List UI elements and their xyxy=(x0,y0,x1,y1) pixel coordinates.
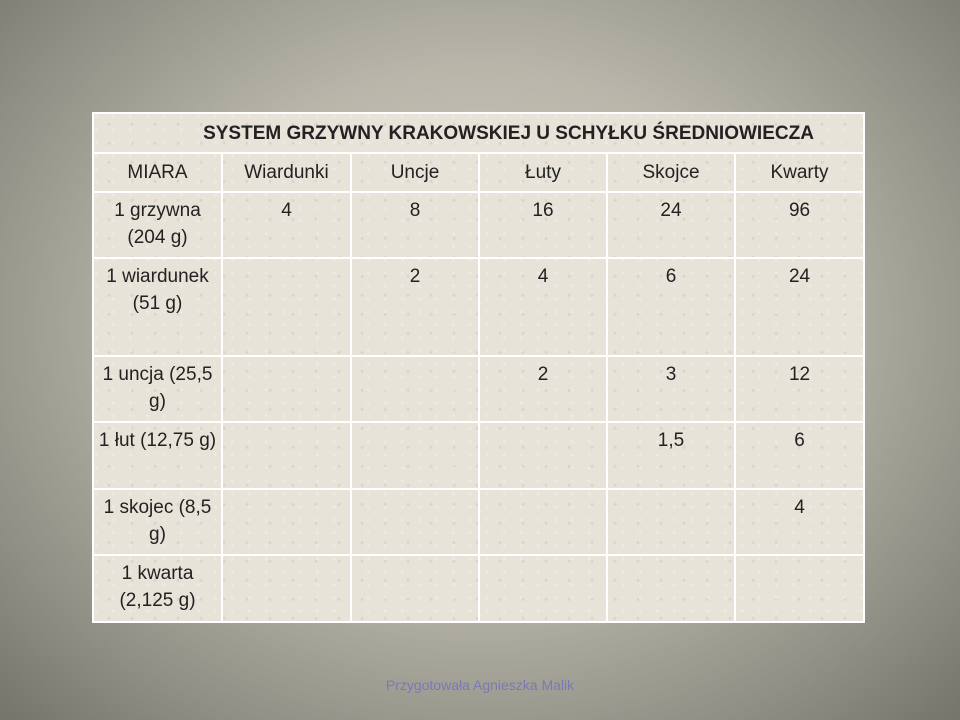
row-label-lut: 1 łut (12,75 g) xyxy=(93,422,222,489)
table-cell xyxy=(351,422,479,489)
table-cell xyxy=(479,422,607,489)
table-cell: 3 xyxy=(607,356,735,423)
header-luty: Łuty xyxy=(479,153,607,191)
table-row xyxy=(93,489,864,556)
table-cell: 2 xyxy=(479,356,607,423)
table-title: SYSTEM GRZYWNY KRAKOWSKIEJ U SCHYŁKU ŚREDNIOWIECZA xyxy=(93,113,864,153)
table-row xyxy=(93,192,864,259)
table-cell: 6 xyxy=(735,422,864,489)
header-skojce: Skojce xyxy=(607,153,735,191)
table-cell xyxy=(735,555,864,622)
table-cell xyxy=(222,422,351,489)
table-cell xyxy=(351,555,479,622)
author-credit: Przygotowała Agnieszka Malik xyxy=(385,677,575,693)
table-cell: 6 xyxy=(607,258,735,356)
header-uncje: Uncje xyxy=(351,153,479,191)
table-cell: 4 xyxy=(222,192,351,259)
table-cell: 16 xyxy=(479,192,607,259)
table-cell: 4 xyxy=(735,489,864,556)
table-cell: 1,5 xyxy=(607,422,735,489)
grzywna-system-table xyxy=(92,112,865,623)
table-cell xyxy=(351,356,479,423)
table-row xyxy=(93,555,864,622)
header-miara: MIARA xyxy=(93,153,222,191)
row-label-kwarta: 1 kwarta (2,125 g) xyxy=(93,555,222,622)
table-cell xyxy=(607,489,735,556)
table-cell xyxy=(222,489,351,556)
row-label-skojec: 1 skojec (8,5 g) xyxy=(93,489,222,556)
table-row xyxy=(93,258,864,356)
table-cell xyxy=(222,258,351,356)
table-cell xyxy=(479,489,607,556)
table-cell xyxy=(607,555,735,622)
table-cell: 4 xyxy=(479,258,607,356)
row-label-wiardunek: 1 wiardunek (51 g) xyxy=(93,258,222,356)
table-cell xyxy=(222,555,351,622)
table-row xyxy=(93,422,864,489)
table-cell: 8 xyxy=(351,192,479,259)
table-cell: 2 xyxy=(351,258,479,356)
table-cell xyxy=(351,489,479,556)
row-label-uncja: 1 uncja (25,5 g) xyxy=(93,356,222,423)
table-cell xyxy=(479,555,607,622)
table-cell: 24 xyxy=(735,258,864,356)
table-cell: 96 xyxy=(735,192,864,259)
table-cell: 24 xyxy=(607,192,735,259)
table-cell: 12 xyxy=(735,356,864,423)
row-label-grzywna: 1 grzywna (204 g) xyxy=(93,192,222,259)
table-cell xyxy=(222,356,351,423)
header-wiardunki: Wiardunki xyxy=(222,153,351,191)
table-row xyxy=(93,356,864,423)
header-kwarty: Kwarty xyxy=(735,153,864,191)
